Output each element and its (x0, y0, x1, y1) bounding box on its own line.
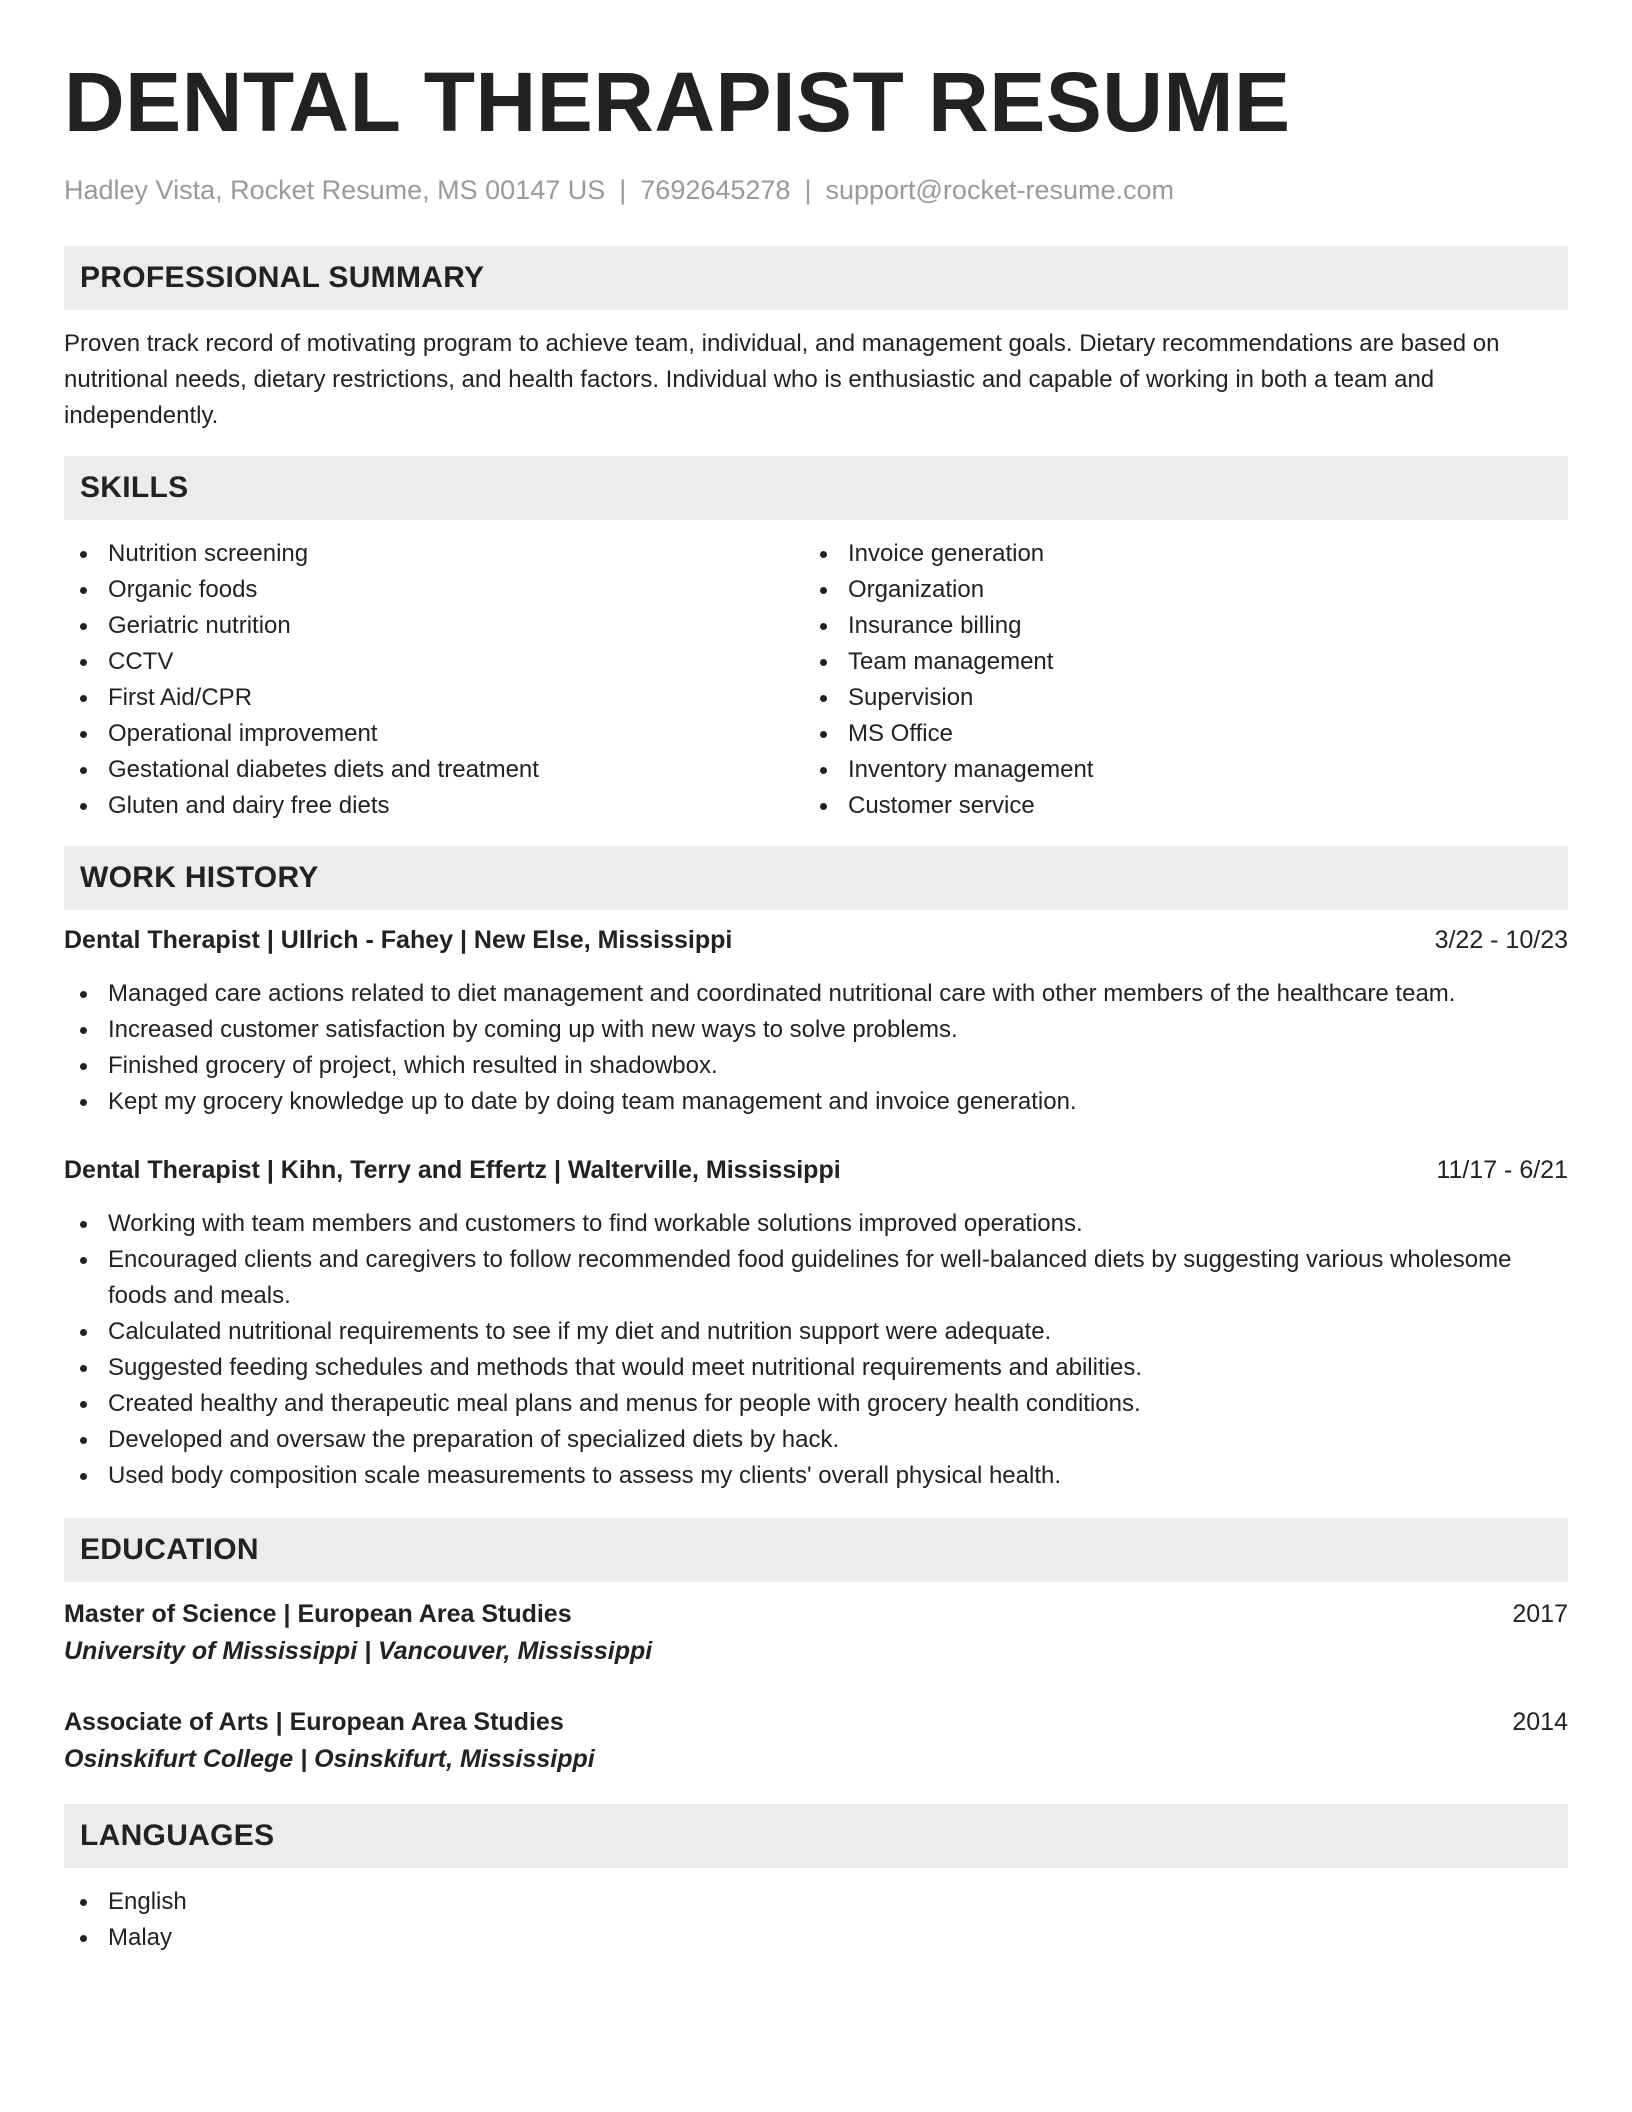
job-dates: 3/22 - 10/23 (1434, 926, 1568, 954)
job-bullet: Kept my grocery knowledge up to date by doing team management and invoice generation. (64, 1084, 1568, 1120)
skills-list (64, 536, 1568, 824)
job-bullet: Finished grocery of project, which resulted in shadowbox. (64, 1048, 1568, 1084)
skills-section-header: SKILLS (64, 456, 1568, 520)
summary-text: Proven track record of motivating program to achieve team, individual, and management goals. Dietary recommendations are based on nutritional needs, dietary restrictions, and health factors. Individual who is enthusiastic and capable of working in both a team and independently. (64, 330, 1500, 429)
job-header (64, 922, 1568, 958)
language-item: English (64, 1884, 1568, 1920)
skill-item: Invoice generation (804, 536, 1544, 572)
job-entry (64, 922, 1568, 1120)
education-school: Osinskifurt College | Osinskifurt, Mississippi (64, 1745, 595, 1773)
education-header (64, 1596, 1568, 1632)
education-degree: Master of Science | European Area Studies (64, 1600, 572, 1628)
skill-item: Operational improvement (64, 716, 804, 752)
contact-address: Hadley Vista, Rocket Resume, MS 00147 US (64, 175, 606, 205)
education-entry (64, 1596, 1568, 1670)
skill-item: Customer service (804, 788, 1544, 824)
skill-item: CCTV (64, 644, 804, 680)
skill-item: Organic foods (64, 572, 804, 608)
job-bullet: Created healthy and therapeutic meal plans and menus for people with grocery health conditions. (64, 1386, 1568, 1422)
job-title: Dental Therapist | Kihn, Terry and Effertz | Walterville, Mississippi (64, 1156, 841, 1184)
language-item: Malay (64, 1920, 1568, 1956)
work-section-header: WORK HISTORY (64, 846, 1568, 910)
job-bullet: Developed and oversaw the preparation of specialized diets by hack. (64, 1422, 1568, 1458)
job-bullet: Used body composition scale measurements to assess my clients' overall physical health. (64, 1458, 1568, 1494)
resume-title: DENTAL THERAPIST RESUME (64, 55, 1291, 149)
job-bullet: Working with team members and customers to find workable solutions improved operations. (64, 1206, 1568, 1242)
job-bullets (64, 976, 1568, 1120)
skill-item: MS Office (804, 716, 1544, 752)
job-bullet: Increased customer satisfaction by coming up with new ways to solve problems. (64, 1012, 1568, 1048)
job-entry (64, 1152, 1568, 1494)
contact-phone: 7692645278 (640, 175, 791, 205)
skills-column-left (64, 536, 804, 824)
job-bullet: Calculated nutritional requirements to see if my diet and nutrition support were adequate. (64, 1314, 1568, 1350)
skill-item: Inventory management (804, 752, 1544, 788)
contact-email: support@rocket-resume.com (825, 175, 1174, 205)
skill-item: Team management (804, 644, 1544, 680)
contact-separator: | (619, 175, 627, 205)
skill-item: Gestational diabetes diets and treatment (64, 752, 804, 788)
languages-list (64, 1884, 1568, 1956)
job-title: Dental Therapist | Ullrich - Fahey | New Else, Mississippi (64, 926, 733, 954)
job-bullet: Encouraged clients and caregivers to follow recommended food guidelines for well-balanced diets by suggesting various wholesome foods and meals. (64, 1242, 1568, 1314)
job-bullet: Managed care actions related to diet management and coordinated nutritional care with other members of the healthcare team. (64, 976, 1568, 1012)
skill-item: Nutrition screening (64, 536, 804, 572)
languages-section-header: LANGUAGES (64, 1804, 1568, 1868)
skill-item: First Aid/CPR (64, 680, 804, 716)
education-degree: Associate of Arts | European Area Studies (64, 1708, 564, 1736)
job-bullet: Suggested feeding schedules and methods that would meet nutritional requirements and abilities. (64, 1350, 1568, 1386)
skill-item: Insurance billing (804, 608, 1544, 644)
education-school: University of Mississippi | Vancouver, Mississippi (64, 1637, 653, 1665)
skills-column-right (804, 536, 1544, 824)
job-header (64, 1152, 1568, 1188)
education-entry (64, 1704, 1568, 1778)
education-year: 2017 (1512, 1600, 1568, 1628)
job-bullets (64, 1206, 1568, 1494)
summary-section-header: PROFESSIONAL SUMMARY (64, 246, 1568, 310)
skill-item: Gluten and dairy free diets (64, 788, 804, 824)
education-year: 2014 (1512, 1708, 1568, 1736)
skill-item: Organization (804, 572, 1544, 608)
education-header (64, 1704, 1568, 1740)
contact-line (64, 172, 1568, 208)
skill-item: Geriatric nutrition (64, 608, 804, 644)
education-section-header: EDUCATION (64, 1518, 1568, 1582)
contact-separator: | (804, 175, 812, 205)
skill-item: Supervision (804, 680, 1544, 716)
job-dates: 11/17 - 6/21 (1436, 1156, 1568, 1184)
